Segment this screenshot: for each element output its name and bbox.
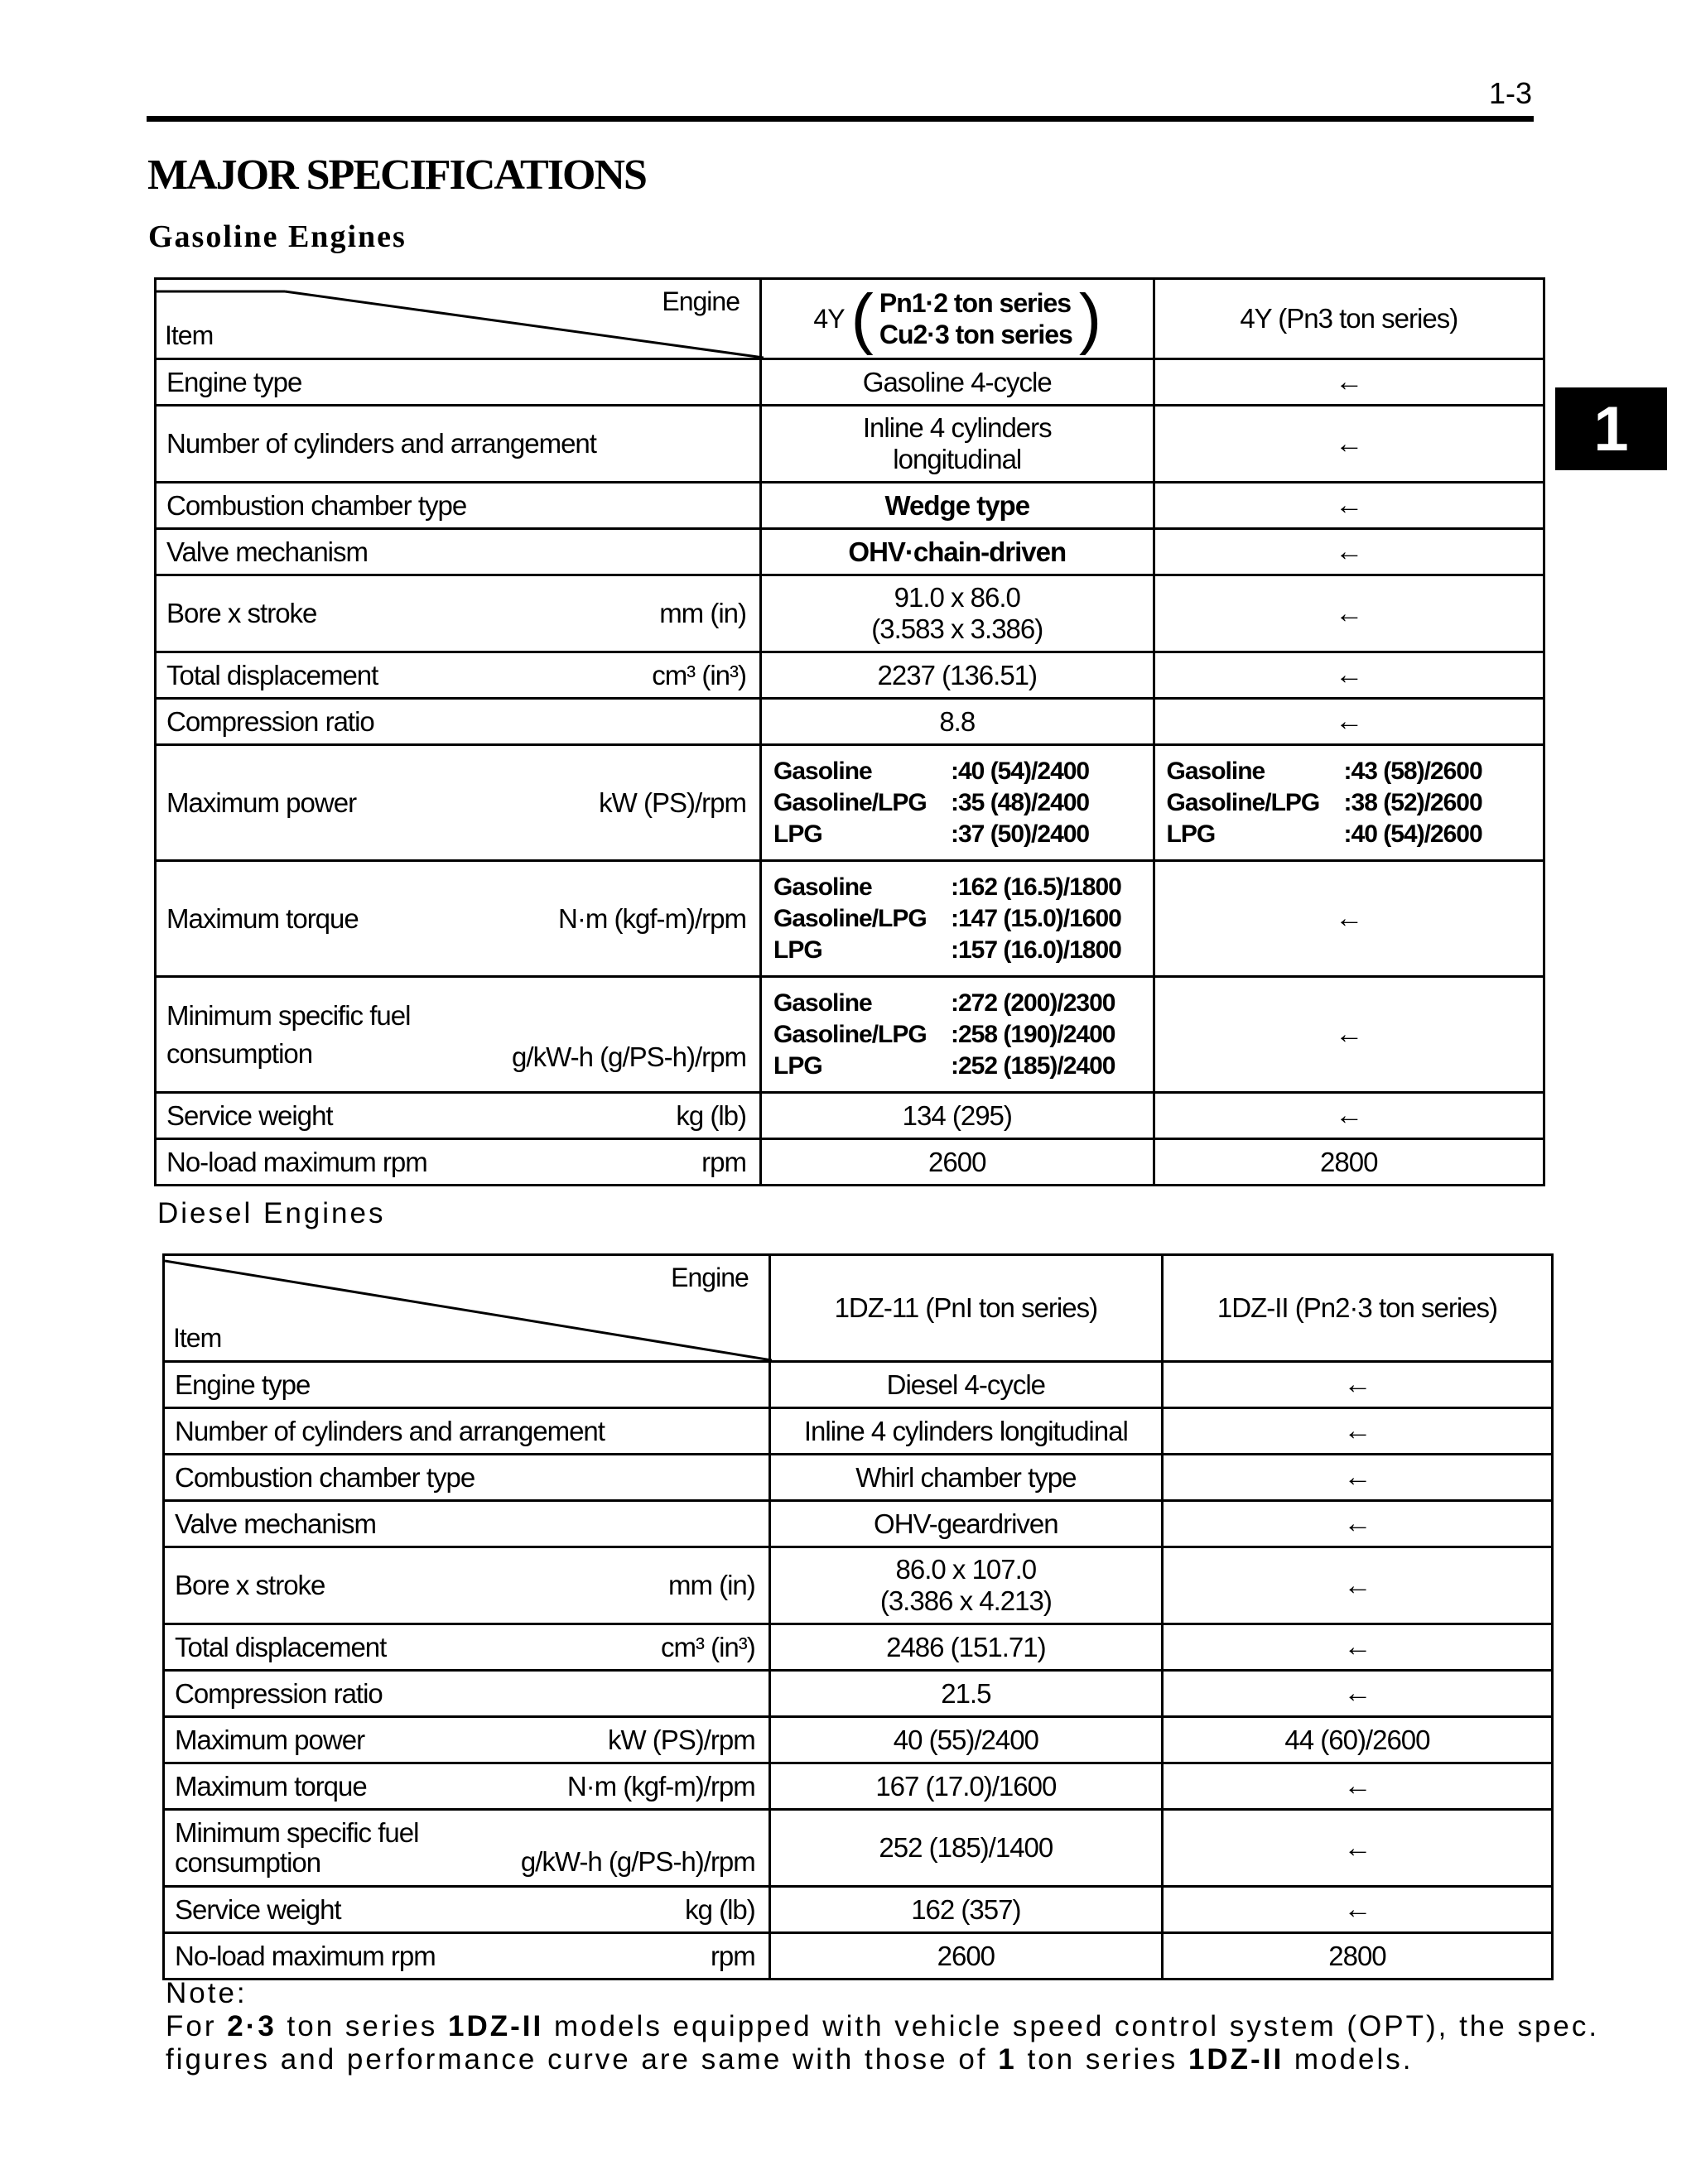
- arrow-cell: ←: [1162, 1455, 1552, 1501]
- engine-header-label: Engine: [671, 1263, 749, 1292]
- arrow-cell: ←: [1154, 575, 1544, 652]
- arrow-cell: ←: [1154, 861, 1544, 977]
- diesel-spec-table: [162, 1253, 1554, 1980]
- table-row: [156, 699, 1544, 745]
- row-label: Maximum torque N·m (kgf-m)/rpm: [156, 861, 761, 977]
- row-label: Service weight kg (lb): [164, 1887, 770, 1933]
- table-row: [164, 1717, 1553, 1763]
- row-label: Compression ratio: [164, 1671, 770, 1717]
- row-label: Number of cylinders and arrangement: [164, 1408, 770, 1455]
- arrow-cell: ←: [1162, 1408, 1552, 1455]
- cell-value: 2800: [1162, 1933, 1552, 1980]
- note-line-1: For 2·3 ton series 1DZ-II models equipped with vehicle speed control system (OPT), the spec.: [166, 2010, 1600, 2042]
- row-label: Compression ratio: [156, 699, 761, 745]
- cell-value: 8.8: [761, 699, 1154, 745]
- table-row: [164, 1501, 1553, 1547]
- cell-value: Gasoline :272 (200)/2300 Gasoline/LPG :258 (190)/2400 LPG :252 (185)/2400: [761, 977, 1154, 1093]
- cell-value: 2600: [761, 1139, 1154, 1186]
- series-line-2: Cu2·3 ton series: [879, 320, 1072, 349]
- table-row: [156, 652, 1544, 699]
- cell-value: 91.0 x 86.0 (3.583 x 3.386): [761, 575, 1154, 652]
- row-label: Bore x stroke mm (in): [156, 575, 761, 652]
- row-label: Valve mechanism: [164, 1501, 770, 1547]
- table-row: [164, 1933, 1553, 1980]
- table-row: [164, 1763, 1553, 1810]
- header-rule: [147, 116, 1534, 122]
- table-row: [156, 406, 1544, 483]
- row-label: Maximum power kW (PS)/rpm: [156, 745, 761, 861]
- table-row: [156, 575, 1544, 652]
- unit-label: kg (lb): [676, 1099, 746, 1131]
- arrow-cell: ←: [1162, 1624, 1552, 1671]
- table-row: [164, 1408, 1553, 1455]
- table-row: [164, 1887, 1553, 1933]
- table-row: [156, 1093, 1544, 1139]
- table-row: [164, 1547, 1553, 1624]
- arrow-cell: ←: [1162, 1810, 1552, 1887]
- row-label: Maximum power kW (PS)/rpm: [164, 1717, 770, 1763]
- row-label: Engine type: [164, 1362, 770, 1408]
- unit-label: kW (PS)/rpm: [607, 1724, 755, 1755]
- cell-value: Inline 4 cylinders longitudinal: [761, 406, 1154, 483]
- cell-value: 2237 (136.51): [761, 652, 1154, 699]
- cell-value: 86.0 x 107.0 (3.386 x 4.213): [769, 1547, 1162, 1624]
- arrow-cell: ←: [1162, 1887, 1552, 1933]
- row-label: No-load maximum rpm rpm: [164, 1933, 770, 1980]
- row-label: Minimum specific fuel consumption g/kW-h (g/PS-h)/rpm: [156, 977, 761, 1093]
- arrow-cell: ←: [1154, 699, 1544, 745]
- table-row: [164, 1810, 1553, 1887]
- cell-value: 2800: [1154, 1139, 1544, 1186]
- row-label: Total displacement cm³ (in³): [164, 1624, 770, 1671]
- arrow-cell: ←: [1154, 1093, 1544, 1139]
- col-4y-pn3-header: 4Y (Pn3 ton series): [1154, 279, 1544, 359]
- gasoline-heading: Gasoline Engines: [148, 219, 407, 254]
- unit-label: N·m (kgf-m)/rpm: [558, 902, 746, 934]
- arrow-cell: ←: [1162, 1671, 1552, 1717]
- cell-value: 40 (55)/2400: [769, 1717, 1162, 1763]
- unit-label: kW (PS)/rpm: [599, 787, 746, 818]
- arrow-cell: ←: [1162, 1763, 1552, 1810]
- cell-value: 44 (60)/2600: [1162, 1717, 1552, 1763]
- row-label: Combustion chamber type: [164, 1455, 770, 1501]
- cell-value: 134 (295): [761, 1093, 1154, 1139]
- arrow-cell: ←: [1154, 406, 1544, 483]
- row-label: Engine type: [156, 359, 761, 406]
- note-block: [166, 1977, 1599, 2076]
- arrow-cell: ←: [1162, 1547, 1552, 1624]
- page-title: MAJOR SPECIFICATIONS: [147, 152, 646, 199]
- row-label: No-load maximum rpm rpm: [156, 1139, 761, 1186]
- unit-label: mm (in): [659, 598, 746, 628]
- note-line-2: figures and performance curve are same with those of 1 ton series 1DZ-II models.: [166, 2043, 1414, 2076]
- item-header-label: Item: [173, 1323, 222, 1353]
- table-row: [156, 529, 1544, 575]
- table-row: [156, 359, 1544, 406]
- note-label: Note:: [166, 1977, 248, 2009]
- cell-value: 2600: [769, 1933, 1162, 1980]
- unit-label: rpm: [710, 1940, 755, 1971]
- table-row: [164, 1671, 1553, 1717]
- col-4y-pn12-header: 4Y ( Pn1·2 ton series Cu2·3 ton series ): [761, 279, 1154, 359]
- arrow-cell: ←: [1162, 1362, 1552, 1408]
- header-diagonal-cell: [156, 279, 761, 359]
- unit-label: g/kW-h (g/PS-h)/rpm: [520, 1846, 755, 1877]
- table-header-row: [156, 279, 1544, 359]
- arrow-cell: ←: [1154, 529, 1544, 575]
- chapter-tab: 1: [1555, 387, 1667, 470]
- table-header-row: [164, 1255, 1553, 1362]
- col-1dz-pn1-header: 1DZ-11 (PnI ton series): [769, 1255, 1162, 1362]
- row-label: Bore x stroke mm (in): [164, 1547, 770, 1624]
- table-row: [156, 977, 1544, 1093]
- cell-value: Gasoline :40 (54)/2400 Gasoline/LPG :35 (48)/2400 LPG :37 (50)/2400: [761, 745, 1154, 861]
- cell-value: Gasoline 4-cycle: [761, 359, 1154, 406]
- row-label: Number of cylinders and arrangement: [156, 406, 761, 483]
- cell-value: OHV-geardriven: [769, 1501, 1162, 1547]
- engine-header-label: Engine: [662, 286, 740, 316]
- cell-value: 167 (17.0)/1600: [769, 1763, 1162, 1810]
- arrow-cell: ←: [1154, 977, 1544, 1093]
- cell-value: OHV·chain-driven: [761, 529, 1154, 575]
- unit-label: g/kW-h (g/PS-h)/rpm: [512, 1041, 746, 1072]
- cell-value: Diesel 4-cycle: [769, 1362, 1162, 1408]
- cell-value: Gasoline :162 (16.5)/1800 Gasoline/LPG :147 (15.0)/1600 LPG :157 (16.0)/1800: [761, 861, 1154, 977]
- unit-label: cm³ (in³): [660, 1631, 755, 1662]
- diesel-heading: Diesel Engines: [157, 1197, 386, 1229]
- table-row: [156, 745, 1544, 861]
- table-row: [164, 1455, 1553, 1501]
- table-row: [156, 1139, 1544, 1186]
- header-diagonal-cell: [164, 1255, 770, 1362]
- arrow-cell: ←: [1154, 483, 1544, 529]
- arrow-cell: ←: [1162, 1501, 1552, 1547]
- series-line-1: Pn1·2 ton series: [879, 288, 1072, 318]
- cell-value: Inline 4 cylinders longitudinal: [769, 1408, 1162, 1455]
- cell-value: Whirl chamber type: [769, 1455, 1162, 1501]
- table-row: [164, 1362, 1553, 1408]
- cell-value: Wedge type: [761, 483, 1154, 529]
- unit-label: cm³ (in³): [652, 659, 746, 690]
- row-label: Total displacement cm³ (in³): [156, 652, 761, 699]
- page-number: 1-3: [1488, 76, 1532, 110]
- arrow-cell: ←: [1154, 359, 1544, 406]
- unit-label: kg (lb): [685, 1893, 755, 1925]
- table-row: [156, 861, 1544, 977]
- cell-value: 252 (185)/1400: [769, 1810, 1162, 1887]
- row-label: Combustion chamber type: [156, 483, 761, 529]
- table-row: [164, 1624, 1553, 1671]
- cell-value: Gasoline :43 (58)/2600 Gasoline/LPG :38 (52)/2600 LPG :40 (54)/2600: [1154, 745, 1544, 861]
- row-label: Valve mechanism: [156, 529, 761, 575]
- model-prefix: 4Y: [813, 303, 845, 334]
- item-header-label: Item: [165, 320, 214, 350]
- unit-label: mm (in): [667, 1570, 755, 1600]
- cell-value: 21.5: [769, 1671, 1162, 1717]
- arrow-cell: ←: [1154, 652, 1544, 699]
- row-label: Minimum specific fuel consumption g/kW-h (g/PS-h)/rpm: [164, 1810, 770, 1887]
- unit-label: rpm: [701, 1146, 746, 1177]
- table-row: [156, 483, 1544, 529]
- unit-label: N·m (kgf-m)/rpm: [566, 1770, 755, 1802]
- row-label: Maximum torque N·m (kgf-m)/rpm: [164, 1763, 770, 1810]
- gasoline-spec-table: [154, 277, 1545, 1186]
- cell-value: 2486 (151.71): [769, 1624, 1162, 1671]
- col-1dz-pn23-header: 1DZ-II (Pn2·3 ton series): [1162, 1255, 1552, 1362]
- row-label: Service weight kg (lb): [156, 1093, 761, 1139]
- cell-value: 162 (357): [769, 1887, 1162, 1933]
